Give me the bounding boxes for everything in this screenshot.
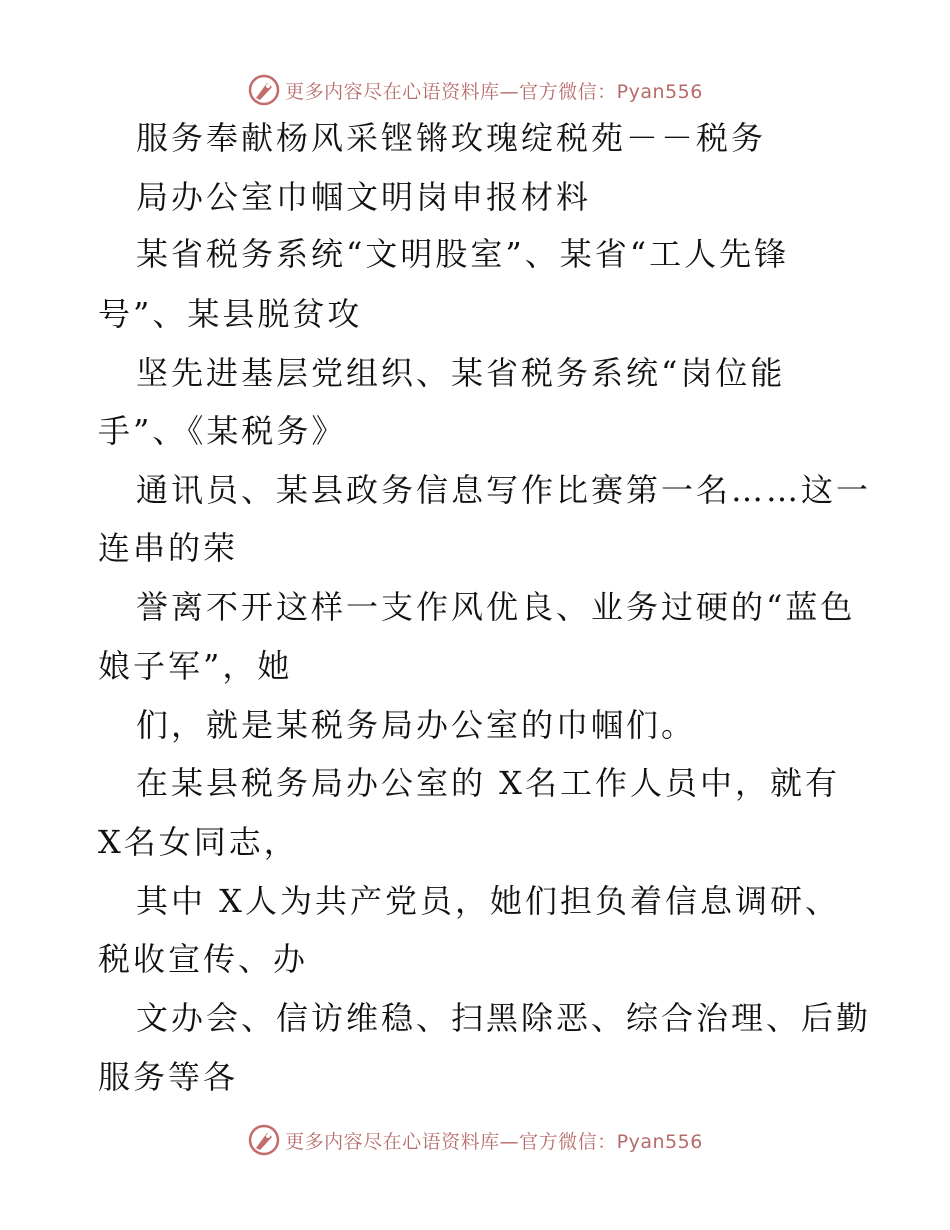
paragraph-line: 服务等各: [98, 1058, 239, 1096]
paragraph-line: 在某县税务局办公室的 X名工作人员中，就有: [136, 764, 840, 802]
paragraph-line: 服务奉献杨风采铿锵玫瑰绽税苑－－税务: [136, 119, 767, 157]
watermark-footer: [0, 1120, 950, 1160]
paragraph-line: 娘子军”，她: [98, 647, 293, 685]
paragraph-line: 们，就是某税务局办公室的巾帼们。: [136, 706, 697, 744]
paragraph-line: X名女同志，: [98, 823, 299, 861]
paragraph-line: 文办会、信访维稳、扫黑除恶、综合治理、后勤: [136, 999, 872, 1037]
paragraph-line: 手”、《某税务》: [98, 412, 347, 450]
paragraph-line: 局办公室巾帼文明岗申报材料: [136, 178, 592, 216]
watermark-header: [0, 70, 950, 110]
paragraph-line: 坚先进基层党组织、某省税务系统“岗位能: [136, 354, 786, 392]
paragraph-line: 誉离不开这样一支作风优良、业务过硬的“蓝色: [136, 588, 856, 626]
pen-nib-logo-icon: [247, 73, 281, 107]
paragraph-line: 连串的荣: [98, 529, 239, 567]
watermark-text: 更多内容尽在心语资料库—官方微信：Pyan556: [285, 1130, 703, 1153]
pen-nib-logo-icon: [247, 1123, 281, 1157]
paragraph-line: 通讯员、某县政务信息写作比赛第一名……这一: [136, 471, 872, 509]
paragraph-line: 其中 X人为共产党员，她们担负着信息调研、: [136, 882, 840, 920]
watermark-text: 更多内容尽在心语资料库—官方微信：Pyan556: [285, 80, 703, 103]
paragraph-line: 号”、某县脱贫攻: [98, 295, 363, 333]
paragraph-line: 税收宣传、办: [98, 940, 309, 978]
paragraph-line: 某省税务系统“文明股室”、某省“工人先锋: [136, 235, 790, 273]
